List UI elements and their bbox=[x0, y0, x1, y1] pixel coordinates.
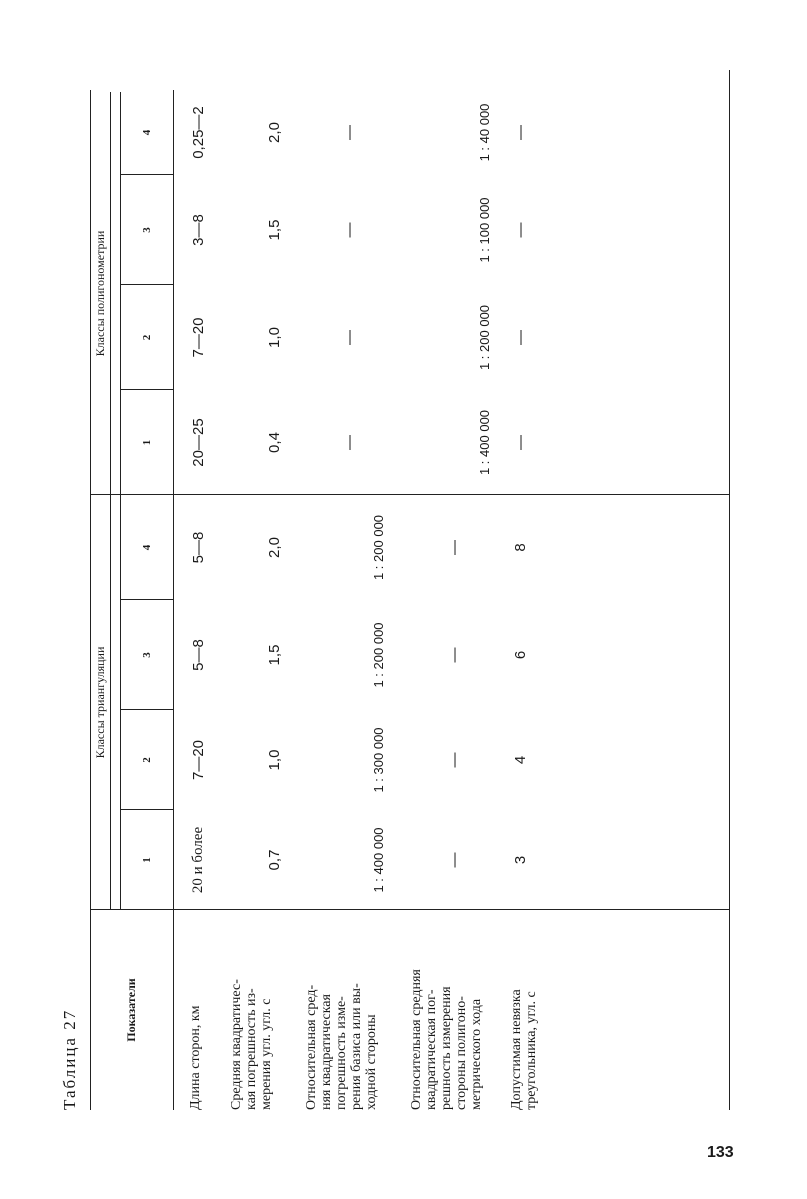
row-label-line: квадратическая пог- bbox=[424, 989, 439, 1110]
poly-col-number-1: 1 bbox=[140, 439, 153, 446]
group-header-rule bbox=[110, 92, 111, 910]
cell-r0-poly3: 3—8 bbox=[189, 214, 207, 246]
row-label-line: кая погрешность из- bbox=[244, 988, 259, 1110]
group-divider-rule bbox=[90, 494, 730, 495]
row-label-line: Допустимая невязка bbox=[509, 989, 524, 1110]
cell-r4-tri2: 4 bbox=[511, 755, 529, 765]
cell-r1-tri2: 1,0 bbox=[265, 749, 283, 771]
row-label-traverse-error bbox=[409, 920, 484, 1110]
cell-r0-poly2: 7—20 bbox=[189, 317, 207, 358]
table-caption: Таблица 27 bbox=[60, 1008, 79, 1110]
row-label-line: няя квадратическая bbox=[319, 994, 334, 1110]
row-label-line: мерения угл. угл. с bbox=[259, 998, 274, 1110]
row-label-line: решность измерения bbox=[439, 986, 454, 1110]
page-number: 133 bbox=[707, 1144, 734, 1161]
cell-r3-poly3: 1 : 100 000 bbox=[476, 197, 492, 263]
cell-r4-poly1: — bbox=[511, 435, 529, 450]
cell-r0-tri1: 20 и более bbox=[189, 826, 206, 894]
poly-col-number-3: 3 bbox=[140, 227, 153, 233]
cell-r2-poly2: — bbox=[340, 330, 358, 345]
cell-r4-tri4: 8 bbox=[511, 543, 529, 552]
row-label-line: рения базиса или вы- bbox=[349, 983, 364, 1110]
cell-r2-poly3: — bbox=[340, 222, 358, 238]
tri-col-number-4: 4 bbox=[140, 544, 153, 551]
row-label-line: ходной стороны bbox=[364, 1014, 379, 1110]
cell-r4-poly4: — bbox=[511, 125, 529, 140]
cell-r4-poly2: — bbox=[511, 330, 529, 345]
cell-r2-tri1: 1 : 400 000 bbox=[370, 827, 386, 893]
tri-col-number-2: 2 bbox=[140, 757, 153, 763]
row-label-line: Относительная сред- bbox=[304, 984, 319, 1110]
cell-r2-tri2: 1 : 300 000 bbox=[370, 727, 386, 793]
cell-r1-poly3: 1,5 bbox=[265, 219, 283, 241]
cell-r3-poly1: 1 : 400 000 bbox=[476, 409, 492, 476]
row-label-line: стороны полигоно- bbox=[454, 996, 469, 1110]
cell-r0-tri3: 5—8 bbox=[189, 639, 207, 671]
indicators-header: Показатели bbox=[124, 978, 138, 1042]
cell-r4-poly3: — bbox=[511, 222, 529, 238]
poly-col-number-4: 4 bbox=[140, 129, 153, 136]
cell-r4-tri1: 3 bbox=[511, 855, 529, 865]
tri-col-number-1: 1 bbox=[140, 857, 153, 863]
row-label-angle-error bbox=[229, 920, 274, 1110]
cell-r1-poly2: 1,0 bbox=[265, 327, 283, 348]
cell-r1-tri4: 2,0 bbox=[265, 537, 283, 558]
cell-r3-tri4: — bbox=[445, 540, 463, 555]
cell-r0-tri4: 5—8 bbox=[189, 531, 207, 564]
row-label-side-length: Длина сторон, км bbox=[188, 1005, 203, 1110]
cell-r2-tri4: 1 : 200 000 bbox=[370, 514, 386, 581]
cell-r3-tri3: — bbox=[445, 647, 463, 663]
row-label-line: погрешность изме- bbox=[334, 996, 349, 1110]
row-label-line: Средняя квадратичес- bbox=[229, 979, 244, 1110]
cell-r3-poly2: 1 : 200 000 bbox=[476, 304, 492, 371]
row-label-line: треугольника, угл. с bbox=[524, 991, 539, 1110]
row-label-baseline-error bbox=[304, 920, 379, 1110]
rotated-table-area bbox=[60, 70, 740, 1110]
triangulation-group-header: Классы триангуляции bbox=[92, 646, 107, 759]
row-label-triangle-misclosure bbox=[509, 920, 539, 1110]
header-bottom-rule bbox=[173, 90, 174, 1110]
cell-r0-tri2: 7—20 bbox=[189, 739, 207, 781]
cell-r1-tri1: 0,7 bbox=[265, 849, 283, 871]
indicator-column-rule bbox=[90, 909, 730, 910]
table-bottom-rule bbox=[729, 70, 730, 1110]
cell-r3-tri2: — bbox=[445, 752, 463, 768]
poly-col-number-2: 2 bbox=[140, 334, 153, 341]
cell-r0-poly1: 20—25 bbox=[189, 418, 207, 467]
cell-r4-tri3: 6 bbox=[511, 650, 529, 660]
cell-r2-tri3: 1 : 200 000 bbox=[370, 622, 386, 688]
cell-r2-poly4: — bbox=[340, 125, 358, 140]
cell-r3-tri1: — bbox=[445, 852, 463, 868]
row-label-line: метрического хода bbox=[469, 998, 484, 1110]
cell-r1-poly1: 0,4 bbox=[265, 432, 283, 453]
polygonometry-group-header: Классы полигонометрии bbox=[92, 230, 107, 357]
cell-r2-poly1: — bbox=[340, 435, 358, 450]
cell-r3-poly4: 1 : 40 000 bbox=[476, 103, 492, 162]
tri-col-number-3: 3 bbox=[140, 652, 153, 658]
cell-r1-poly4: 2,0 bbox=[265, 122, 283, 143]
cell-r1-tri3: 1,5 bbox=[265, 644, 283, 666]
cell-r0-poly4: 0,25—2 bbox=[189, 106, 207, 159]
row-label-line: Относительная средняя bbox=[409, 969, 424, 1110]
